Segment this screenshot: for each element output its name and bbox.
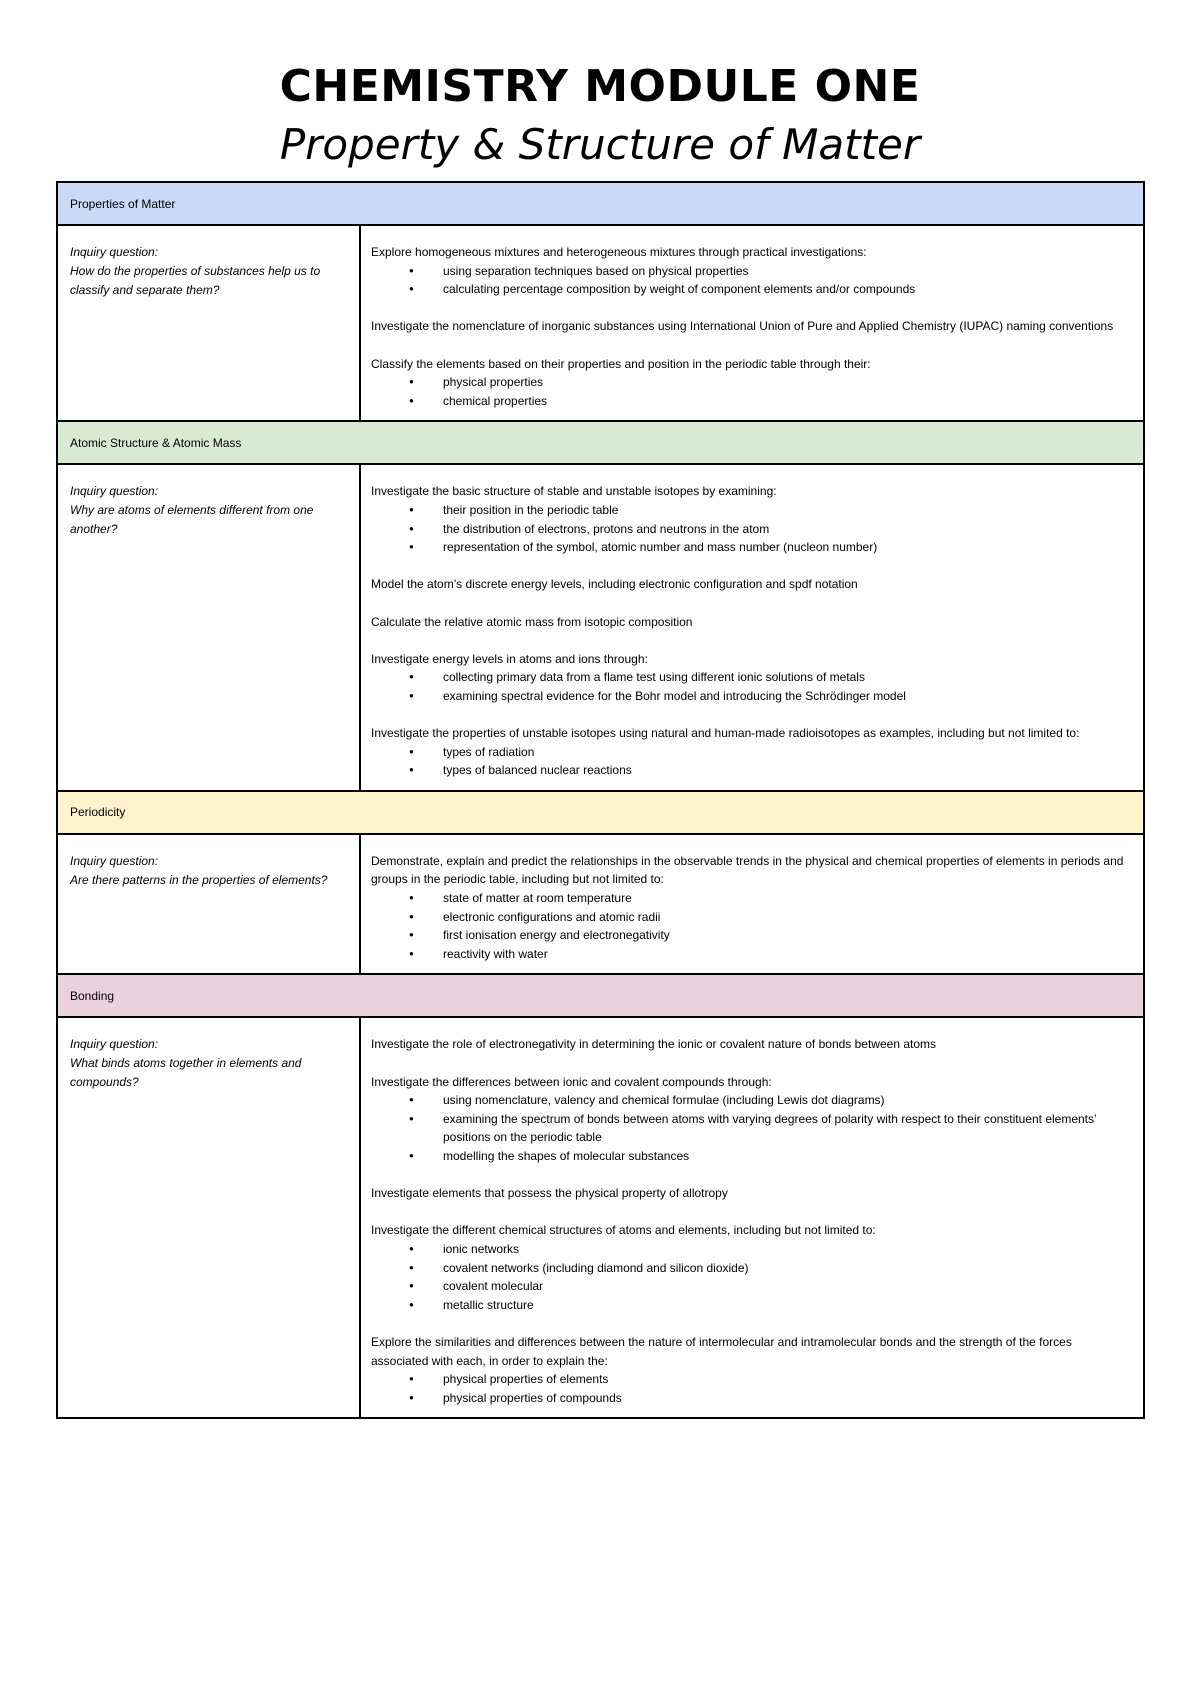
bullet-list [371, 889, 1131, 963]
content-cell [361, 835, 1143, 974]
bullet-item: ● physical properties [371, 373, 1131, 392]
inquiry-label: Inquiry question: [70, 1037, 159, 1052]
bullet-list [371, 1091, 1131, 1165]
section-header-properties-of-matter: Properties of Matter [58, 183, 1143, 226]
section-header-bonding: Bonding [58, 975, 1143, 1018]
bullet-list [371, 743, 1131, 780]
content-paragraph [371, 852, 1131, 964]
bullet-item: ● calculating percentage composition by weight of component elements and/or compounds [371, 280, 1131, 299]
content-paragraph [371, 650, 1131, 706]
content-paragraph [371, 575, 1131, 594]
content-paragraph [371, 1184, 1131, 1203]
bullet-item: ● first ionisation energy and electronegativity [371, 926, 1131, 945]
bullet-item: ● using separation techniques based on physical properties [371, 262, 1131, 281]
paragraph-text: Investigate the role of electronegativity in determining the ionic or covalent nature of bonds between atoms [371, 1037, 937, 1052]
page-subtitle: Property & Structure of Matter [279, 120, 921, 169]
inquiry-cell [58, 1018, 361, 1417]
bullet-item: ● metallic structure [371, 1296, 1131, 1315]
bullet-list [371, 1370, 1131, 1407]
section-header-periodicity: Periodicity [58, 792, 1143, 835]
bullet-item: ● their position in the periodic table [371, 501, 1131, 520]
bullet-item: ● types of radiation [371, 743, 1131, 762]
title-block [0, 58, 1200, 174]
paragraph-text: Classify the elements based on their properties and position in the periodic table through their: [371, 356, 871, 371]
bullet-item: ● modelling the shapes of molecular substances [371, 1147, 1131, 1166]
bullet-list [371, 501, 1131, 557]
paragraph-text: Model the atom’s discrete energy levels, including electronic configuration and spdf notation [371, 577, 858, 592]
paragraph-text: Investigate the basic structure of stable and unstable isotopes by examining: [371, 484, 777, 499]
module-table [56, 181, 1145, 1419]
bullet-item: ● physical properties of elements [371, 1370, 1131, 1389]
inquiry-cell [58, 226, 361, 420]
inquiry-cell [58, 465, 361, 790]
bullet-item: ● chemical properties [371, 392, 1131, 411]
bullet-item: ● the distribution of electrons, protons and neutrons in the atom [371, 520, 1131, 539]
paragraph-text: Investigate the different chemical structures of atoms and elements, including but not limited to: [371, 1223, 876, 1238]
content-paragraph [371, 613, 1131, 632]
bullet-item: ● covalent molecular [371, 1277, 1131, 1296]
inquiry-label: Inquiry question: [70, 853, 159, 868]
content-paragraph [371, 1221, 1131, 1314]
content-cell [361, 226, 1143, 420]
inquiry-question: Are there patterns in the properties of elements? [70, 872, 328, 887]
content-paragraph [371, 1073, 1131, 1166]
bullet-list [371, 1240, 1131, 1314]
bullet-item: ● representation of the symbol, atomic number and mass number (nucleon number) [371, 538, 1131, 557]
paragraph-text: Explore the similarities and differences between the nature of intermolecular and intramolecular bonds and the strength of the forces associated with each, in order to explain the: [371, 1334, 1072, 1368]
inquiry-question: Why are atoms of elements different from one another? [70, 503, 314, 537]
bullet-item: ● electronic configurations and atomic radii [371, 908, 1131, 927]
inquiry-question: How do the properties of substances help us to classify and separate them? [70, 264, 321, 297]
bullet-item: ● types of balanced nuclear reactions [371, 761, 1131, 780]
bullet-item: ● examining the spectrum of bonds between atoms with varying degrees of polarity with respect to their constituent elements’ positions on the periodic table [371, 1110, 1131, 1147]
inquiry-cell [58, 835, 361, 974]
bullet-item: ● physical properties of compounds [371, 1389, 1131, 1408]
inquiry-label: Inquiry question: [70, 484, 159, 499]
bullet-list [371, 668, 1131, 705]
paragraph-text: Investigate elements that possess the physical property of allotropy [371, 1186, 728, 1201]
bullet-item: ● using nomenclature, valency and chemical formulae (including Lewis dot diagrams) [371, 1091, 1131, 1110]
inquiry-question: What binds atoms together in elements and compounds? [70, 1056, 302, 1090]
bullet-item: ● collecting primary data from a flame test using different ionic solutions of metals [371, 668, 1131, 687]
content-cell [361, 465, 1143, 790]
bullet-list [371, 373, 1131, 410]
paragraph-text: Investigate the properties of unstable isotopes using natural and human-made radioisotopes as examples, including but not limited to: [371, 726, 1080, 741]
section-row-bonding [58, 1018, 1143, 1417]
bullet-item: ● ionic networks [371, 1240, 1131, 1259]
bullet-list [371, 262, 1131, 299]
paragraph-text: Calculate the relative atomic mass from isotopic composition [371, 614, 693, 629]
bullet-item: ● examining spectral evidence for the Bohr model and introducing the Schrödinger model [371, 687, 1131, 706]
content-cell [361, 1018, 1143, 1417]
paragraph-text: Explore homogeneous mixtures and heterogeneous mixtures through practical investigations: [371, 245, 867, 259]
bullet-item: ● covalent networks (including diamond and silicon dioxide) [371, 1259, 1131, 1278]
content-paragraph [371, 482, 1131, 556]
bullet-item: ● reactivity with water [371, 945, 1131, 964]
content-paragraph [371, 355, 1131, 411]
section-row-periodicity [58, 835, 1143, 976]
paragraph-text: Demonstrate, explain and predict the relationships in the observable trends in the physical and chemical properties of elements in periods and groups in the periodic table, including but not limited to: [371, 853, 1124, 887]
paragraph-text: Investigate the nomenclature of inorganic substances using International Union of Pure and Applied Chemistry (IUPAC) naming conventions [371, 319, 1114, 334]
page-title: CHEMISTRY MODULE ONE [279, 61, 921, 112]
content-paragraph [371, 317, 1131, 336]
content-paragraph [371, 724, 1131, 780]
content-paragraph [371, 243, 1131, 299]
bullet-item: ● state of matter at room temperature [371, 889, 1131, 908]
content-paragraph [371, 1333, 1131, 1407]
content-paragraph [371, 1035, 1131, 1054]
section-header-atomic-structure: Atomic Structure & Atomic Mass [58, 422, 1143, 465]
paragraph-text: Investigate the differences between ionic and covalent compounds through: [371, 1074, 772, 1089]
inquiry-label: Inquiry question: [70, 245, 159, 259]
section-row-properties-of-matter [58, 226, 1143, 422]
paragraph-text: Investigate energy levels in atoms and ions through: [371, 651, 648, 666]
section-row-atomic-structure [58, 465, 1143, 792]
